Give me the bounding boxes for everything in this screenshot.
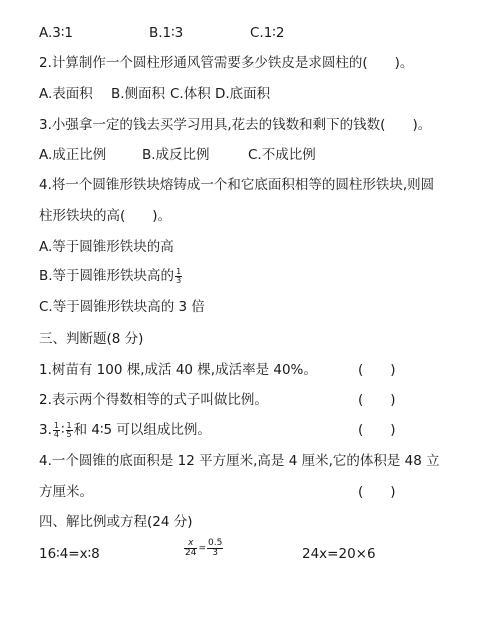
equation-3: 24x=20×6 — [302, 546, 376, 562]
q4-text-line2: 柱形铁块的高( )。 — [39, 208, 172, 224]
q2-option-a: A.表面积 — [39, 86, 93, 102]
q4-option-a: A.等于圆锥形铁块的高 — [39, 239, 174, 255]
q2-option-c: C.体积 — [170, 86, 211, 102]
q2-text: 2.计算制作一个圆柱形通风管需要多少铁皮是求圆柱的( )。 — [39, 55, 414, 71]
equation-2-right-fraction: $\frac{0.5}{3}$ — [208, 538, 223, 558]
q4-text-line1: 4.将一个圆锥形铁块熔铸成一个和它底面积相等的圆柱形铁块,则圆 — [39, 177, 435, 193]
judge-item-1: 1.树苗有 100 棵,成活 40 棵,成活率是 40%。 — [39, 362, 317, 378]
q2-option-b: B.侧面积 — [111, 86, 166, 102]
q4-option-b-text: B.等于圆锥形铁块高的 — [39, 268, 175, 284]
q2-option-d: D.底面积 — [215, 86, 271, 102]
section4-title: 四、解比例或方程(24 分) — [39, 514, 193, 530]
judge-item-4-line1: 4.一个圆锥的底面积是 12 平方厘米,高是 4 厘米,它的体积是 48 立 — [39, 453, 440, 469]
fraction-one-fifth: $\frac{1}{5}$ — [66, 420, 72, 439]
q3-option-b: B.成反比例 — [142, 147, 210, 163]
fraction-one-fourth: $\frac{1}{4}$ — [53, 420, 59, 439]
q4-option-b — [39, 267, 183, 285]
q1-option-c: C.1∶2 — [250, 25, 285, 41]
q3-text: 3.小强拿一定的钱去买学习用具,花去的钱数和剩下的钱数( )。 — [39, 117, 432, 133]
q1-option-b: B.1∶3 — [149, 25, 184, 41]
judge-answer-blank-1: ( ) — [358, 362, 396, 378]
q3-option-a: A.成正比例 — [39, 147, 107, 163]
section3-title: 三、判断题(8 分) — [39, 331, 144, 347]
q4-option-c: C.等于圆锥形铁块高的 3 倍 — [39, 299, 205, 315]
judge-answer-blank-4: ( ) — [358, 484, 396, 500]
judge-answer-blank-3: ( ) — [358, 422, 396, 438]
judge-answer-blank-2: ( ) — [358, 392, 396, 408]
fraction-one-third: $\frac{1}{3}$ — [176, 266, 182, 285]
equation-1: 16∶4=x∶8 — [39, 546, 100, 562]
judge-item-3: 3. $\frac{1}{4}$ ∶ $\frac{1}{5}$ 和 4∶5 可以组成比例。 — [39, 420, 211, 439]
judge-item-2: 2.表示两个得数相等的式子叫做比例。 — [39, 392, 268, 408]
equation-2: $\frac{x}{24}$ = $\frac{0.5}{3}$ — [185, 538, 223, 558]
equation-2-left-fraction: $\frac{x}{24}$ — [185, 538, 197, 558]
q1-option-a: A.3∶1 — [39, 25, 73, 41]
judge-item-4-line2: 方厘米。 — [39, 484, 93, 500]
q3-option-c: C.不成比例 — [248, 147, 316, 163]
